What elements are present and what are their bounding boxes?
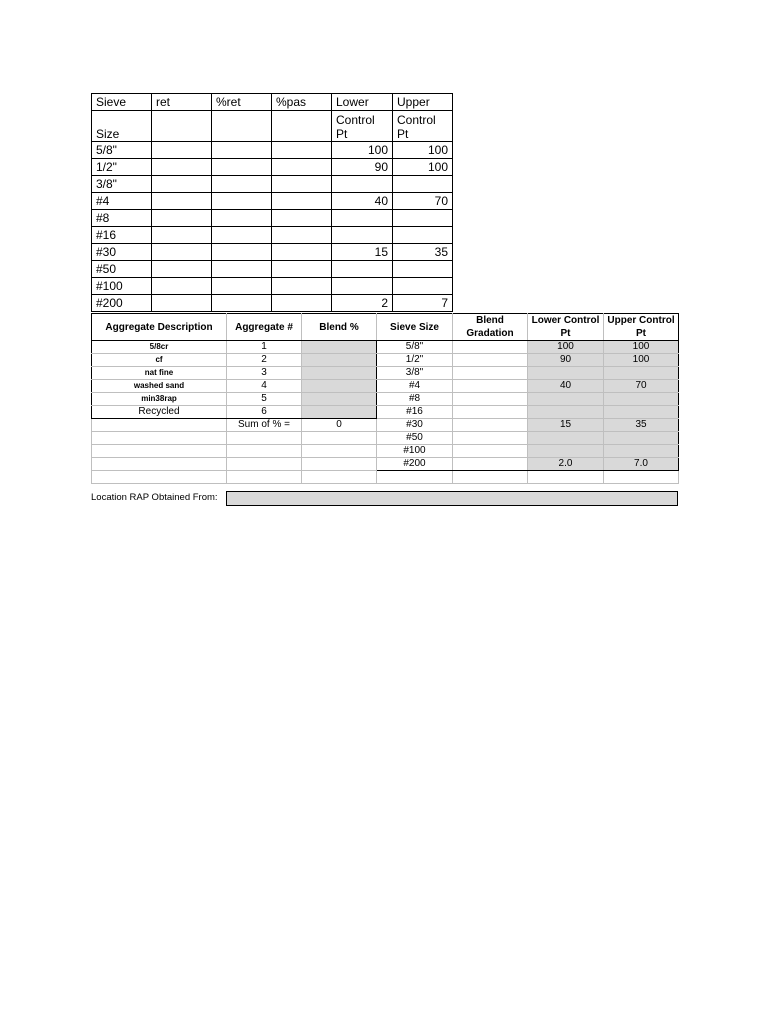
upper-control-cell (604, 367, 679, 380)
lower-control-cell: 90 (528, 354, 604, 367)
header-aggregate-description: Aggregate Description (92, 314, 227, 341)
aggregate-number: 5 (227, 393, 302, 406)
sieve-row (92, 142, 453, 159)
pct-pas-cell[interactable] (272, 176, 332, 193)
empty-cell (604, 471, 679, 484)
sieve-table (91, 93, 453, 312)
aggregate-number: 4 (227, 380, 302, 393)
empty-cell (92, 445, 227, 458)
pct-ret-cell[interactable] (212, 210, 272, 227)
blend-row (92, 458, 679, 471)
header-lower-sub: Control Pt (332, 111, 393, 142)
upper-control-cell: 7.0 (604, 458, 679, 471)
sieve-size-cell: 5/8" (377, 341, 453, 354)
upper-control-cell: 100 (604, 354, 679, 367)
aggregate-name: nat fine (92, 367, 227, 380)
ret-cell[interactable] (152, 210, 212, 227)
header-pct-pas-cell[interactable] (272, 111, 332, 142)
upper-control-cell (393, 176, 453, 193)
header-pct-ret: %ret (212, 94, 272, 111)
pct-pas-cell[interactable] (272, 159, 332, 176)
blend-row (92, 432, 679, 445)
ret-cell[interactable] (152, 227, 212, 244)
header-blend-percent: Blend % (302, 314, 377, 341)
header-lower-control: Lower Control Pt (528, 314, 604, 341)
upper-control-cell: 100 (393, 142, 453, 159)
header-sieve-size: Sieve Size (377, 314, 453, 341)
aggregate-name: washed sand (92, 380, 227, 393)
sieve-size-cell: #16 (92, 227, 152, 244)
pct-ret-cell[interactable] (212, 193, 272, 210)
pct-pas-cell[interactable] (272, 227, 332, 244)
sieve-size-cell: 3/8" (377, 367, 453, 380)
sieve-row (92, 261, 453, 278)
sieve-size-cell: #100 (377, 445, 453, 458)
aggregate-number: 2 (227, 354, 302, 367)
empty-cell (227, 445, 302, 458)
lower-control-cell (332, 227, 393, 244)
blend-table (91, 313, 679, 484)
blend-percent-input[interactable] (302, 354, 377, 367)
upper-control-cell: 7 (393, 295, 453, 312)
blend-row (92, 445, 679, 458)
upper-control-cell (604, 406, 679, 419)
empty-cell (377, 471, 453, 484)
pct-pas-cell[interactable] (272, 261, 332, 278)
header-upper: Upper (393, 94, 453, 111)
lower-control-cell (332, 176, 393, 193)
upper-control-cell (604, 445, 679, 458)
sieve-row (92, 278, 453, 295)
blend-gradation-cell (453, 367, 528, 380)
header-size: Size (92, 111, 152, 142)
header-upper-control: Upper Control Pt (604, 314, 679, 341)
sieve-size-cell: #4 (92, 193, 152, 210)
upper-control-cell (393, 227, 453, 244)
upper-control-cell (604, 393, 679, 406)
lower-control-cell (332, 210, 393, 227)
sieve-size-cell: #50 (377, 432, 453, 445)
pct-pas-cell[interactable] (272, 278, 332, 295)
header-upper-sub: Control Pt (393, 111, 453, 142)
pct-ret-cell[interactable] (212, 261, 272, 278)
aggregate-name: min38rap (92, 393, 227, 406)
sieve-size-cell: 1/2" (377, 354, 453, 367)
pct-pas-cell[interactable] (272, 244, 332, 261)
header-pct-ret-cell[interactable] (212, 111, 272, 142)
blend-row (92, 419, 679, 432)
empty-cell (302, 471, 377, 484)
upper-control-cell (393, 261, 453, 278)
blend-percent-input[interactable] (302, 380, 377, 393)
ret-cell[interactable] (152, 278, 212, 295)
blend-gradation-cell (453, 445, 528, 458)
empty-cell (302, 458, 377, 471)
pct-ret-cell[interactable] (212, 142, 272, 159)
sieve-size-cell: #200 (377, 458, 453, 471)
ret-cell[interactable] (152, 295, 212, 312)
sieve-size-cell: #16 (377, 406, 453, 419)
sieve-size-cell: #8 (92, 210, 152, 227)
lower-control-cell: 40 (332, 193, 393, 210)
blend-row (92, 367, 679, 380)
sieve-size-cell: 3/8" (92, 176, 152, 193)
ret-cell[interactable] (152, 176, 212, 193)
ret-cell[interactable] (152, 193, 212, 210)
blend-spacer-row (92, 471, 679, 484)
blend-row (92, 341, 679, 354)
pct-ret-cell[interactable] (212, 295, 272, 312)
empty-cell (227, 458, 302, 471)
header-blend-gradation: Blend Gradation (453, 314, 528, 341)
sieve-header-row (92, 94, 453, 111)
header-sieve: Sieve (92, 94, 152, 111)
upper-control-cell: 100 (393, 159, 453, 176)
empty-cell (92, 432, 227, 445)
lower-control-cell (528, 406, 604, 419)
lower-control-cell: 2 (332, 295, 393, 312)
upper-control-cell: 100 (604, 341, 679, 354)
sieve-size-cell: #8 (377, 393, 453, 406)
lower-control-cell: 100 (332, 142, 393, 159)
pct-ret-cell[interactable] (212, 244, 272, 261)
sieve-row (92, 176, 453, 193)
header-pct-pas: %pas (272, 94, 332, 111)
blend-row (92, 354, 679, 367)
header-ret: ret (152, 94, 212, 111)
lower-control-cell: 15 (332, 244, 393, 261)
lower-control-cell: 100 (528, 341, 604, 354)
aggregate-number: 3 (227, 367, 302, 380)
blend-gradation-cell (453, 393, 528, 406)
sieve-row (92, 159, 453, 176)
blend-gradation-cell (453, 341, 528, 354)
header-aggregate-number: Aggregate # (227, 314, 302, 341)
lower-control-cell (528, 445, 604, 458)
blend-row (92, 406, 679, 419)
empty-cell (227, 432, 302, 445)
empty-cell (453, 471, 528, 484)
sieve-size-cell: #30 (92, 244, 152, 261)
empty-cell (227, 471, 302, 484)
lower-control-cell: 40 (528, 380, 604, 393)
blend-gradation-cell (453, 406, 528, 419)
pct-ret-cell[interactable] (212, 159, 272, 176)
header-ret-cell[interactable] (152, 111, 212, 142)
location-label: Location RAP Obtained From: (91, 492, 218, 503)
lower-control-cell (528, 367, 604, 380)
sieve-size-cell: 5/8" (92, 142, 152, 159)
sieve-size-cell: #4 (377, 380, 453, 393)
lower-control-cell (528, 432, 604, 445)
lower-control-cell (332, 278, 393, 295)
sieve-row (92, 244, 453, 261)
upper-control-cell (604, 432, 679, 445)
blend-gradation-cell (453, 432, 528, 445)
blend-gradation-cell (453, 354, 528, 367)
upper-control-cell: 70 (604, 380, 679, 393)
pct-ret-cell[interactable] (212, 227, 272, 244)
sieve-size-cell: #100 (92, 278, 152, 295)
ret-cell[interactable] (152, 261, 212, 278)
sieve-row (92, 193, 453, 210)
lower-control-cell (332, 261, 393, 278)
aggregate-name: 5/8cr (92, 341, 227, 354)
upper-control-cell (393, 278, 453, 295)
pct-ret-cell[interactable] (212, 278, 272, 295)
sieve-size-cell: #30 (377, 419, 453, 432)
sieve-row (92, 295, 453, 312)
blend-row (92, 380, 679, 393)
header-lower: Lower (332, 94, 393, 111)
sieve-size-cell: 1/2" (92, 159, 152, 176)
blend-header-row (92, 314, 679, 341)
lower-control-cell: 90 (332, 159, 393, 176)
sieve-size-cell: #50 (92, 261, 152, 278)
pct-pas-cell[interactable] (272, 142, 332, 159)
sieve-row (92, 227, 453, 244)
aggregate-name: cf (92, 354, 227, 367)
sum-label: Sum of % = (227, 419, 302, 432)
aggregate-number: 1 (227, 341, 302, 354)
pct-pas-cell[interactable] (272, 193, 332, 210)
blend-gradation-cell (453, 380, 528, 393)
empty-cell (92, 471, 227, 484)
upper-control-cell (393, 210, 453, 227)
sum-value: 0 (302, 419, 377, 432)
blend-gradation-cell (453, 458, 528, 471)
blend-percent-input[interactable] (302, 367, 377, 380)
empty-cell (302, 432, 377, 445)
pct-pas-cell[interactable] (272, 210, 332, 227)
lower-control-cell: 15 (528, 419, 604, 432)
pct-pas-cell[interactable] (272, 295, 332, 312)
pct-ret-cell[interactable] (212, 176, 272, 193)
upper-control-cell: 70 (393, 193, 453, 210)
ret-cell[interactable] (152, 244, 212, 261)
empty-cell (302, 445, 377, 458)
upper-control-cell: 35 (604, 419, 679, 432)
aggregate-name: Recycled (92, 406, 227, 419)
upper-control-cell: 35 (393, 244, 453, 261)
lower-control-cell (528, 393, 604, 406)
blend-percent-input[interactable] (302, 393, 377, 406)
ret-cell[interactable] (152, 159, 212, 176)
ret-cell[interactable] (152, 142, 212, 159)
location-input[interactable] (226, 491, 678, 506)
lower-control-cell: 2.0 (528, 458, 604, 471)
aggregate-number: 6 (227, 406, 302, 419)
blend-percent-input[interactable] (302, 341, 377, 354)
blend-row (92, 393, 679, 406)
blend-percent-input[interactable] (302, 406, 377, 419)
empty-cell (528, 471, 604, 484)
empty-cell (92, 458, 227, 471)
sieve-subheader-row (92, 111, 453, 142)
blend-gradation-cell (453, 419, 528, 432)
sieve-size-cell: #200 (92, 295, 152, 312)
sieve-row (92, 210, 453, 227)
empty-cell (92, 419, 227, 432)
